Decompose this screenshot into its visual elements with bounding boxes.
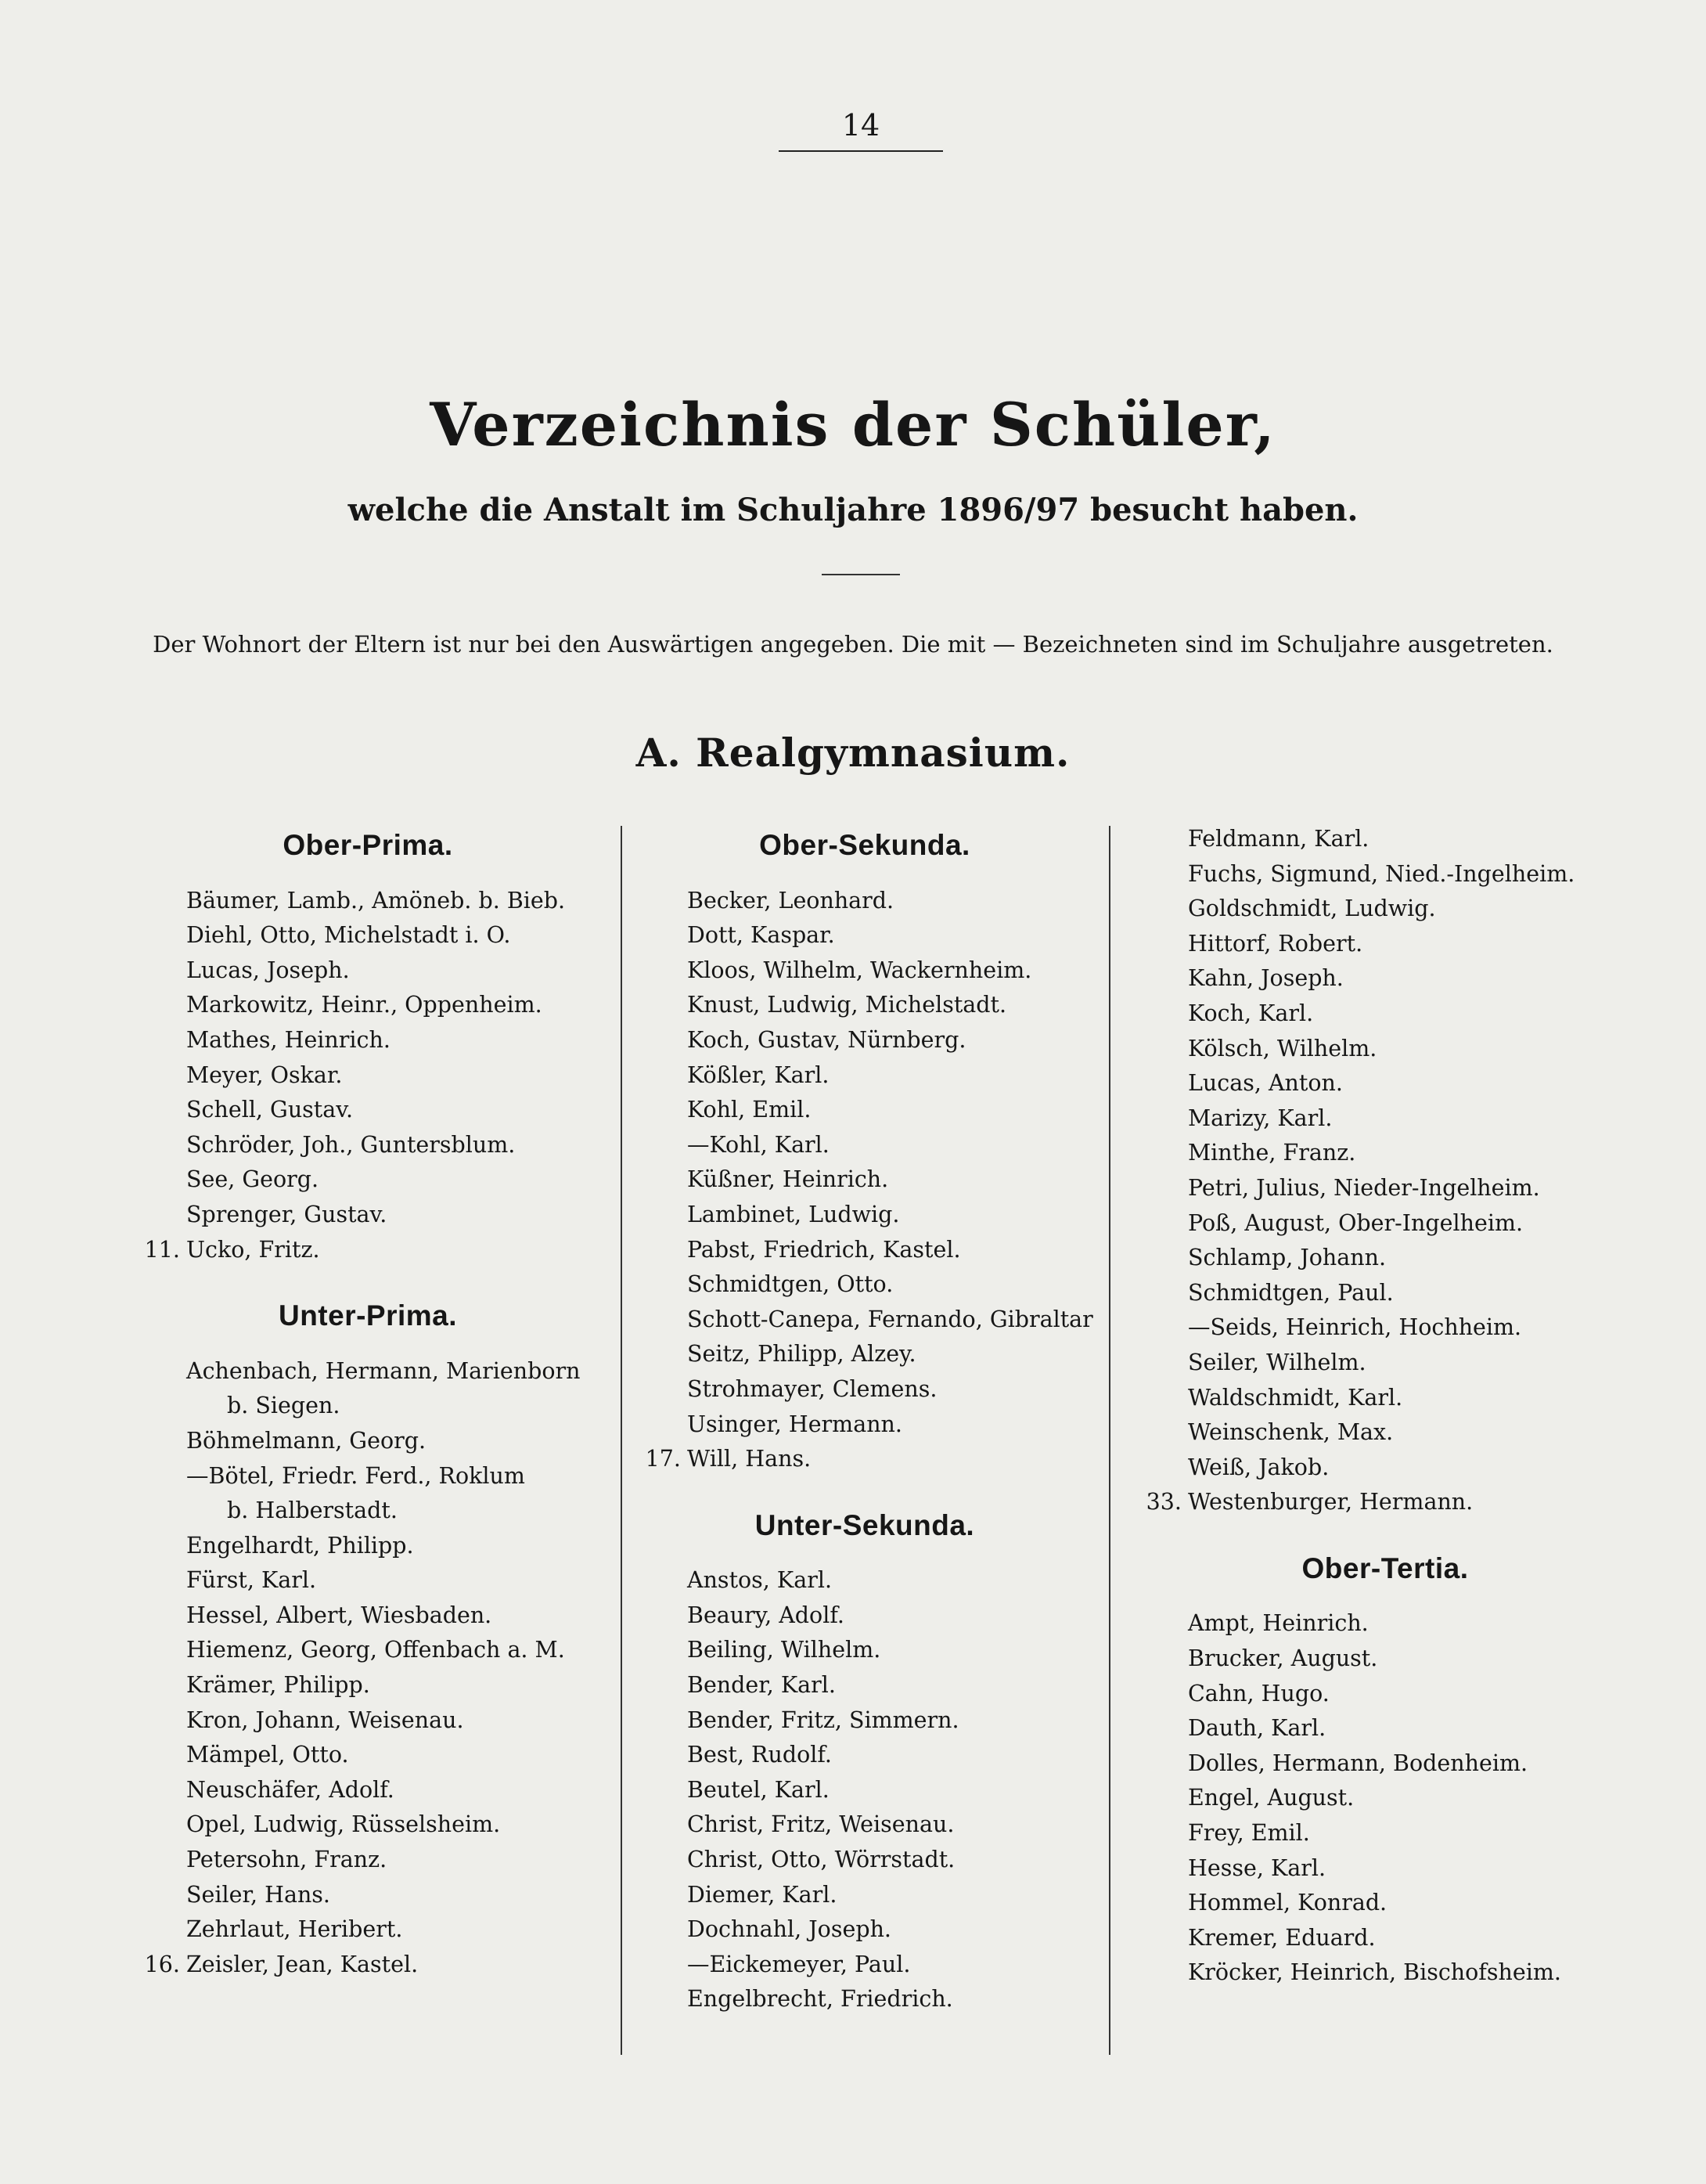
list-item: Weiß, Jakob. [1188, 1454, 1330, 1480]
list-item: Becker, Leonhard. [687, 887, 894, 914]
list-item: Seiler, Wilhelm. [1188, 1349, 1366, 1375]
list-item: Ampt, Heinrich. [1188, 1610, 1369, 1637]
list-item: Dott, Kaspar. [687, 922, 835, 949]
list-item: Mämpel, Otto. [186, 1742, 349, 1768]
list-item: Best, Rudolf. [687, 1742, 832, 1768]
list-item: Hittorf, Robert. [1188, 930, 1363, 957]
list-item: Hessel, Albert, Wiesbaden. [186, 1602, 492, 1628]
list-item: Schell, Gustav. [186, 1097, 354, 1123]
list-item: Bender, Karl. [687, 1672, 836, 1699]
page-subtitle: welche die Anstalt im Schuljahre 1896/97 besucht haben. [347, 492, 1359, 528]
list-item: Sprenger, Gustav. [186, 1201, 387, 1227]
student-name: Will, Hans. [687, 1446, 812, 1472]
list-unter-prima-b [125, 1424, 610, 1494]
list-item: Waldschmidt, Karl. [1188, 1384, 1403, 1411]
list-item: Seitz, Philipp, Alzey. [687, 1341, 916, 1368]
list-item: Petri, Julius, Nieder-Ingelheim. [1188, 1174, 1540, 1201]
list-item: Feldmann, Karl. [1188, 826, 1369, 852]
list-item: Christ, Fritz, Weisenau. [687, 1811, 955, 1838]
heading-unter-prima: Unter-Prima. [278, 1299, 458, 1332]
column-right [1127, 822, 1643, 1991]
list-item: Brucker, August. [1188, 1645, 1378, 1672]
list-item: Fuchs, Sigmund, Nied.-Ingelheim. [1188, 860, 1575, 887]
entry-number: 11. [144, 1236, 180, 1263]
list-item: Seiler, Hans. [186, 1881, 330, 1908]
list-item: Beaury, Adolf. [687, 1602, 844, 1628]
list-item: —Eickemeyer, Paul. [687, 1951, 911, 1977]
list-item: Pabst, Friedrich, Kastel. [687, 1236, 961, 1263]
list-unter-sekunda [626, 1563, 1103, 2017]
page-number-rule [779, 150, 943, 152]
column-left [125, 828, 610, 1982]
list-item: Frey, Emil. [1188, 1820, 1310, 1847]
list-unter-prima-c [125, 1529, 610, 1948]
column-divider [621, 826, 622, 2055]
list-item: Engelhardt, Philipp. [186, 1532, 414, 1559]
list-item: Mathes, Heinrich. [186, 1026, 391, 1053]
spacer [626, 1543, 1103, 1563]
list-item: Hiemenz, Georg, Offenbach a. M. [186, 1637, 565, 1663]
section-title: A. Realgymnasium. [635, 730, 1071, 776]
list-item: Schmidtgen, Otto. [687, 1271, 894, 1298]
list-item: Diehl, Otto, Michelstadt i. O. [186, 922, 511, 949]
list-unter-sekunda-cont [1127, 822, 1643, 1485]
list-item: Cahn, Hugo. [1188, 1680, 1330, 1706]
list-unter-prima-a [125, 1354, 610, 1389]
list-item: Kößler, Karl. [687, 1061, 830, 1088]
heading-ober-prima: Ober-Prima. [283, 829, 453, 861]
list-item: Hommel, Konrad. [1188, 1890, 1387, 1916]
column-middle [626, 828, 1103, 2017]
page-number: 14 [841, 108, 880, 142]
list-item: Hesse, Karl. [1188, 1854, 1326, 1881]
list-item: Kremer, Eduard. [1188, 1924, 1376, 1951]
list-item: Beiling, Wilhelm. [687, 1637, 881, 1663]
list-item-last [125, 1948, 610, 1983]
spacer [626, 1477, 1103, 1508]
spacer [125, 863, 610, 884]
list-item: Schmidtgen, Paul. [1188, 1279, 1394, 1306]
spacer [125, 1334, 610, 1354]
list-item: Bäumer, Lamb., Amöneb. b. Bieb. [186, 887, 566, 914]
intro-note: Der Wohnort der Eltern ist nur bei den Auswärtigen angegeben. Die mit — Bezeichneten sind im Schuljahre ausgetreten. [153, 631, 1553, 658]
list-item: Kölsch, Wilhelm. [1188, 1035, 1377, 1061]
list-item: Kahn, Joseph. [1188, 965, 1344, 992]
heading-ober-sekunda: Ober-Sekunda. [759, 829, 970, 861]
list-item: Kohl, Emil. [687, 1097, 812, 1123]
page-title: Verzeichnis der Schüler, [430, 390, 1276, 460]
column-divider [1109, 826, 1110, 2055]
list-item: Achenbach, Hermann, Marienborn [186, 1357, 581, 1384]
list-item: —Kohl, Karl. [687, 1131, 830, 1158]
list-item-last [626, 1442, 1103, 1477]
list-item: Strohmayer, Clemens. [687, 1375, 938, 1402]
title-rule [822, 574, 900, 575]
list-item: Koch, Karl. [1188, 1000, 1314, 1026]
student-name: Zeisler, Jean, Kastel. [186, 1951, 419, 1977]
list-item: Koch, Gustav, Nürnberg. [687, 1026, 966, 1053]
list-item: Neuschäfer, Adolf. [186, 1776, 394, 1803]
list-item: Küßner, Heinrich. [687, 1166, 889, 1193]
list-item: Poß, August, Ober-Ingelheim. [1188, 1209, 1524, 1236]
list-ober-prima [125, 884, 610, 1233]
list-item-last [1127, 1485, 1643, 1520]
list-item-last [125, 1233, 610, 1268]
list-item: —Seids, Heinrich, Hochheim. [1188, 1314, 1522, 1341]
list-item: Zehrlaut, Heribert. [186, 1916, 403, 1943]
list-ober-tertia [1127, 1606, 1643, 1991]
list-item: Knust, Ludwig, Michelstadt. [687, 992, 1007, 1018]
list-ober-sekunda [626, 884, 1103, 1443]
list-item: Schröder, Joh., Guntersblum. [186, 1131, 516, 1158]
list-item: Beutel, Karl. [687, 1776, 830, 1803]
list-item: Petersohn, Franz. [186, 1847, 387, 1873]
list-item: —Bötel, Friedr. Ferd., Roklum [186, 1462, 525, 1489]
list-item: Schott-Canepa, Fernando, Gibraltar [687, 1306, 1093, 1332]
list-item: Christ, Otto, Wörrstadt. [687, 1847, 956, 1873]
list-item: Markowitz, Heinr., Oppenheim. [186, 992, 542, 1018]
list-item: Opel, Ludwig, Rüsselsheim. [186, 1811, 501, 1838]
heading-ober-tertia: Ober-Tertia. [1301, 1552, 1469, 1584]
spacer [1127, 1586, 1643, 1606]
student-name: Ucko, Fritz. [186, 1236, 320, 1263]
list-item: Minthe, Franz. [1188, 1140, 1356, 1166]
heading-unter-sekunda: Unter-Sekunda. [754, 1508, 975, 1541]
list-item: Böhmelmann, Georg. [186, 1427, 426, 1454]
address-continuation: b. Halberstadt. [227, 1497, 398, 1524]
student-name: Westenburger, Hermann. [1188, 1489, 1474, 1515]
list-item: Engel, August. [1188, 1785, 1355, 1811]
list-item: Meyer, Oskar. [186, 1061, 343, 1088]
spacer [626, 863, 1103, 884]
list-item: Lucas, Joseph. [186, 957, 350, 983]
list-item: Dolles, Hermann, Bodenheim. [1188, 1750, 1528, 1776]
list-item: Schlamp, Johann. [1188, 1245, 1387, 1271]
list-item: See, Georg. [186, 1166, 319, 1193]
list-item: Lambinet, Ludwig. [687, 1201, 900, 1227]
list-item: Goldschmidt, Ludwig. [1188, 896, 1436, 922]
list-item: Usinger, Hermann. [687, 1411, 902, 1437]
list-item: Weinschenk, Max. [1188, 1419, 1394, 1446]
list-item: Dochnahl, Joseph. [687, 1916, 891, 1943]
list-item: Lucas, Anton. [1188, 1070, 1343, 1097]
list-item: Diemer, Karl. [687, 1881, 837, 1908]
list-item: Anstos, Karl. [687, 1567, 832, 1594]
address-continuation: b. Siegen. [227, 1393, 340, 1419]
list-item: Bender, Fritz, Simmern. [687, 1706, 959, 1733]
list-item: Kröcker, Heinrich, Bischofsheim. [1188, 1959, 1561, 1986]
list-item: Dauth, Karl. [1188, 1715, 1326, 1742]
list-item: Fürst, Karl. [186, 1567, 317, 1594]
list-item: Kron, Johann, Weisenau. [186, 1706, 464, 1733]
entry-number: 33. [1146, 1489, 1182, 1515]
spacer [1127, 1520, 1643, 1552]
spacer [125, 1267, 610, 1299]
list-item: Krämer, Philipp. [186, 1672, 370, 1699]
list-item: Engelbrecht, Friedrich. [687, 1986, 953, 2013]
list-item: Marizy, Karl. [1188, 1105, 1333, 1131]
list-item: Kloos, Wilhelm, Wackernheim. [687, 957, 1032, 983]
entry-number: 16. [144, 1951, 180, 1977]
entry-number: 17. [645, 1446, 681, 1472]
